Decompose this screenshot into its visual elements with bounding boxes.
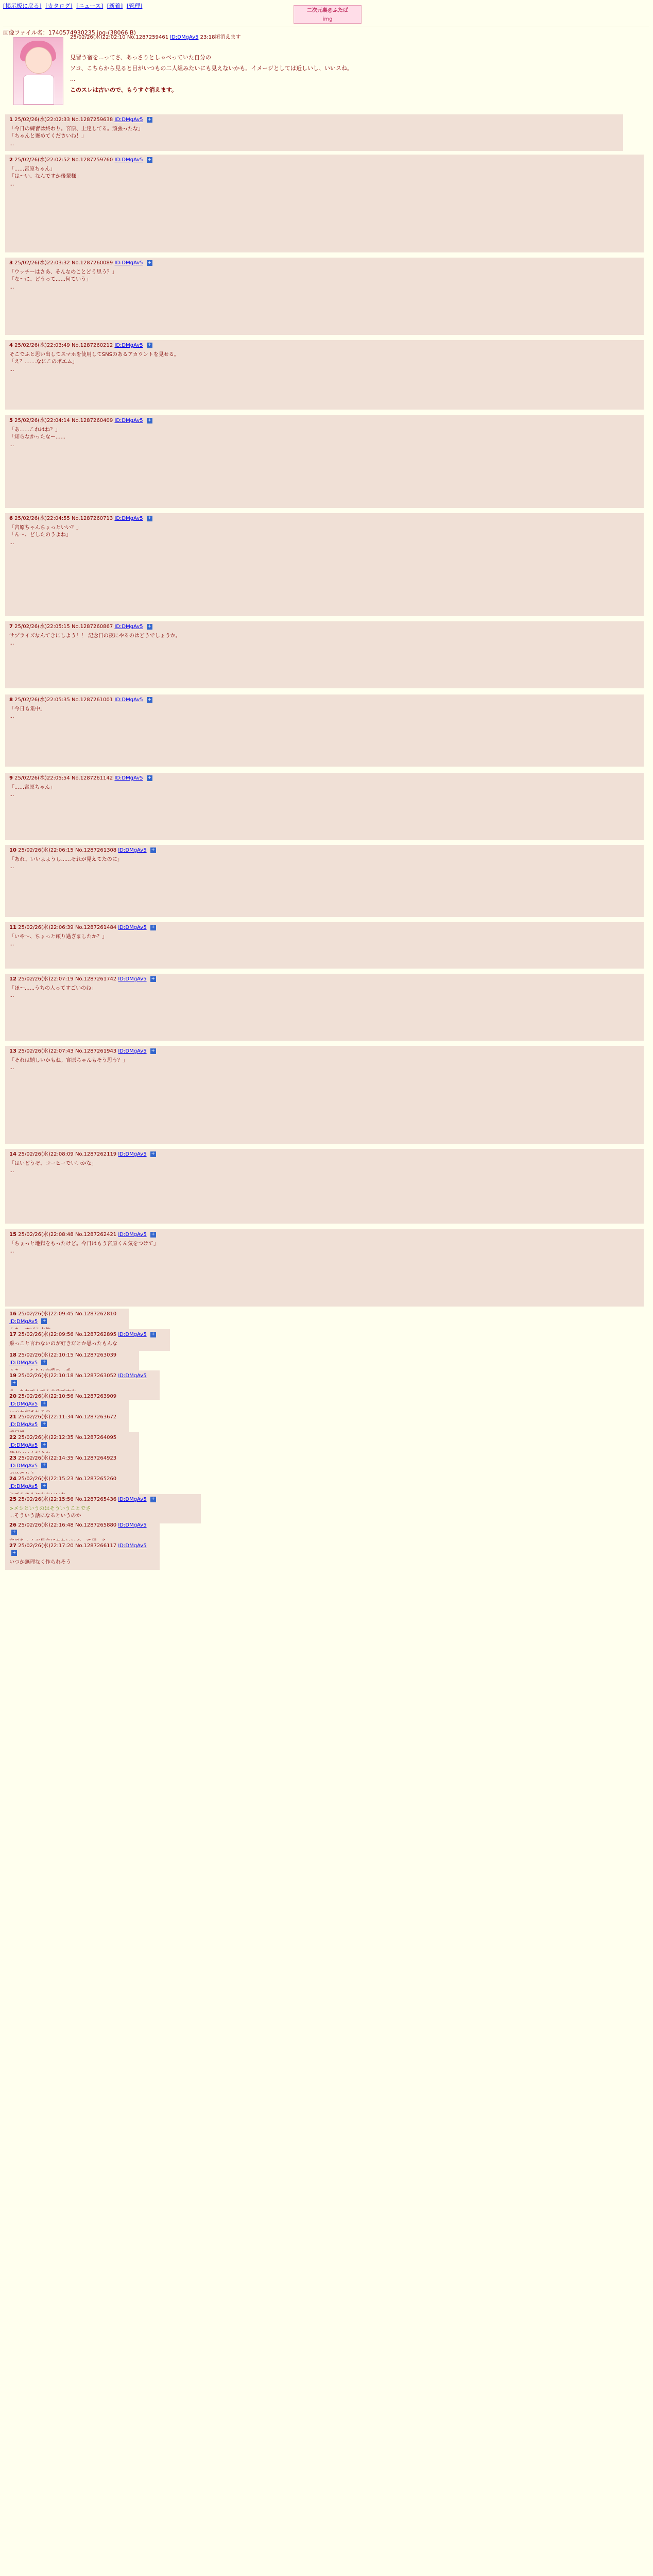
reply-post	[5, 155, 644, 252]
quote-plus-icon[interactable]: +	[151, 976, 156, 981]
reply-id[interactable]: ID:DMgAv5	[114, 775, 143, 781]
reply-date: 25/02/26(水)22:08:48	[18, 1232, 74, 1238]
reply-body	[9, 934, 640, 948]
reply-index: 9	[9, 775, 13, 781]
reply-index: 14	[9, 1151, 16, 1157]
reply-date: 25/02/26(水)22:07:19	[18, 976, 74, 982]
reply-number[interactable]: No.1287265436	[75, 1497, 117, 1502]
reply-index: 18	[9, 1352, 16, 1358]
reply-line: 「......宮原ちゃん」	[9, 166, 56, 172]
reply-index: 23	[9, 1455, 16, 1461]
reply-body	[9, 633, 640, 648]
reply-post	[5, 415, 644, 508]
quote-plus-icon[interactable]: +	[42, 1463, 46, 1468]
reply-number[interactable]: No.1287262119	[75, 1151, 117, 1157]
reply-date: 25/02/26(水)22:15:56	[18, 1497, 74, 1502]
reply-line: ...	[9, 141, 14, 147]
reply-line: ...	[9, 1248, 14, 1254]
quote-plus-icon[interactable]: +	[42, 1401, 46, 1406]
reply-index: 5	[9, 418, 13, 423]
reply-line: 「ウッチーはさあ、そんなのことどう思う？」	[9, 269, 117, 275]
reply-line: 「え？.......なにこのポエム」	[9, 359, 78, 365]
reply-id[interactable]: ID:DMgAv5	[118, 1332, 147, 1337]
reply-number[interactable]: No.1287260409	[71, 418, 113, 423]
reply-post	[5, 773, 644, 840]
reply-date: 25/02/26(水)22:10:15	[18, 1352, 74, 1358]
reply-number[interactable]: No.1287261001	[71, 697, 113, 703]
op-body-line: ソコ、こちらから見ると目がいつもの二人組みたいにも見えないかも。イメージとしては近しいし、いいスね。	[70, 64, 353, 72]
top-nav	[3, 2, 144, 10]
reply-body	[9, 1505, 197, 1520]
reply-header	[9, 342, 640, 350]
quote-plus-icon[interactable]: +	[12, 1550, 16, 1555]
reply-number[interactable]: No.1287262810	[75, 1311, 117, 1317]
reply-id[interactable]: ID:DMgAv5	[114, 697, 143, 703]
reply-date: 25/02/26(水)22:17:20	[18, 1543, 74, 1549]
op-delete-time: 23:18頃消えます	[200, 35, 241, 40]
nav-link-admin[interactable]: [管理]	[126, 3, 143, 9]
reply-index: 19	[9, 1373, 16, 1379]
op-id[interactable]: ID:DMgAv5	[170, 35, 199, 40]
reply-id[interactable]: ID:DMgAv5	[9, 1360, 38, 1366]
reply-header	[9, 623, 640, 631]
reply-number[interactable]: No.1287260089	[71, 260, 113, 266]
reply-header	[9, 116, 619, 124]
reply-id[interactable]: ID:DMgAv5	[118, 1151, 147, 1157]
reply-body	[9, 985, 640, 1000]
reply-post	[5, 1329, 170, 1351]
quote-plus-icon[interactable]: +	[147, 515, 152, 521]
reply-id[interactable]: ID:DMgAv5	[118, 1497, 147, 1502]
quote-plus-icon[interactable]: +	[147, 157, 152, 162]
reply-line: 「あ......これはね？」	[9, 427, 61, 433]
nav-link-catalog[interactable]: [カタログ]	[45, 3, 73, 9]
reply-index: 13	[9, 1048, 16, 1054]
reply-date: 25/02/26(水)22:09:56	[18, 1332, 74, 1337]
nav-link-news[interactable]: [ニュース]	[76, 3, 104, 9]
reply-body	[9, 524, 640, 547]
reply-line: 「知らなかったなー......	[9, 434, 66, 440]
reply-line: 「ちょっと地獄をもったけど。今日はもう宮原くん気をつけて」	[9, 1241, 159, 1247]
reply-number[interactable]: No.1287261484	[75, 925, 117, 930]
quote-plus-icon[interactable]: +	[42, 1318, 46, 1324]
reply-header	[9, 1434, 135, 1449]
reply-line: サプライズなんてきにしよう！！ 記念日の夜にやるのはどうでしょうか。	[9, 633, 181, 639]
reply-number[interactable]: No.1287266117	[75, 1543, 117, 1549]
reply-header	[9, 775, 640, 783]
reply-body	[9, 706, 640, 721]
reply-date: 25/02/26(水)22:09:45	[18, 1311, 74, 1317]
reply-header	[9, 1151, 640, 1159]
reply-line: そこでふと思い出してスマホを使用してSNSのあるアカウントを見せる。	[9, 351, 179, 358]
reply-date: 25/02/26(水)22:04:55	[14, 516, 70, 521]
reply-id[interactable]: ID:DMgAv5	[9, 1442, 38, 1448]
reply-post	[5, 1229, 644, 1307]
reply-post	[5, 1046, 644, 1144]
reply-line: ...	[9, 1168, 14, 1174]
quote-plus-icon[interactable]: +	[151, 1496, 156, 1502]
quote-plus-icon[interactable]: +	[42, 1442, 46, 1447]
reply-line: 「な～に、どうって......何ていう」	[9, 277, 92, 282]
reply-number[interactable]: No.1287261308	[75, 848, 117, 853]
reply-id[interactable]: ID:DMgAv5	[114, 343, 143, 348]
quote-plus-icon[interactable]: +	[147, 260, 152, 265]
reply-header	[9, 976, 640, 984]
reply-date: 25/02/26(水)22:05:15	[14, 624, 70, 630]
reply-number[interactable]: No.1287263672	[75, 1414, 117, 1420]
reply-id[interactable]: ID:DMgAv5	[114, 418, 143, 423]
op-body-line: 見習う宿を...ってさ、あっさりとしゃべっていた自分の	[70, 54, 211, 61]
reply-date: 25/02/26(水)22:07:43	[18, 1048, 74, 1054]
banner-title: 二次元裏@ふたば	[307, 8, 348, 13]
reply-index: 24	[9, 1476, 16, 1482]
reply-header	[9, 697, 640, 704]
op-expire-notice: このスレは古いので、もうすぐ消えます。	[70, 86, 177, 93]
op-number[interactable]: No.1287259461	[127, 35, 169, 40]
reply-id[interactable]: ID:DMgAv5	[9, 1483, 38, 1489]
reply-date: 25/02/26(水)22:02:33	[14, 117, 70, 123]
reply-line: ...	[9, 941, 14, 947]
op-file-info[interactable]: 画像ファイル名：1740574930235.jpg-(38066 B)	[3, 29, 136, 36]
reply-id[interactable]: ID:DMgAv5	[114, 117, 143, 123]
reply-index: 10	[9, 848, 16, 853]
reply-number[interactable]: No.1287261943	[75, 1048, 117, 1054]
quote-plus-icon[interactable]: +	[151, 1231, 156, 1237]
reply-date: 25/02/26(水)22:16:48	[18, 1522, 74, 1528]
nav-link-new[interactable]: [新着]	[107, 3, 123, 9]
reply-line: ...そういう話になるというのか	[9, 1513, 81, 1519]
reply-line: 「......宮原ちゃん」	[9, 784, 56, 790]
quote-plus-icon[interactable]: +	[151, 1331, 156, 1337]
reply-post	[5, 1540, 160, 1570]
reply-line: ...	[9, 792, 14, 798]
reply-header	[9, 515, 640, 523]
reply-header	[9, 1522, 156, 1537]
quote-plus-icon[interactable]: +	[147, 342, 152, 348]
reply-post	[5, 694, 644, 767]
reply-index: 3	[9, 260, 13, 266]
reply-body	[9, 1160, 640, 1175]
reply-number[interactable]: No.1287263909	[75, 1394, 117, 1399]
reply-number[interactable]: No.1287265880	[75, 1522, 117, 1528]
reply-line: ...	[9, 284, 14, 290]
reply-id[interactable]: ID:DMgAv5	[118, 925, 147, 930]
quote-plus-icon[interactable]: +	[12, 1530, 16, 1535]
reply-id[interactable]: ID:DMgAv5	[118, 1522, 147, 1528]
reply-header	[9, 1352, 135, 1367]
reply-body	[9, 166, 640, 189]
reply-index: 1	[9, 117, 13, 123]
reply-post	[5, 1149, 644, 1224]
reply-id[interactable]: ID:DMgAv5	[114, 624, 143, 630]
reply-index: 21	[9, 1414, 16, 1420]
reply-date: 25/02/26(水)22:02:52	[14, 157, 70, 163]
reply-id[interactable]: ID:DMgAv5	[118, 1232, 147, 1238]
reply-body	[9, 856, 640, 871]
reply-post	[5, 922, 644, 969]
reply-line: 乗っこと言わないのが好きだとか思ったもんな	[9, 1341, 117, 1347]
reply-header	[9, 1331, 166, 1339]
reply-header	[9, 1311, 125, 1326]
reply-line: 「それは嬉しいかもね。宮原ちゃんもそう思う？」	[9, 1057, 128, 1063]
reply-line: ...	[9, 539, 14, 546]
reply-date: 25/02/26(水)22:06:39	[18, 925, 74, 930]
reply-body	[9, 351, 640, 374]
quote-plus-icon[interactable]: +	[147, 116, 152, 122]
reply-line: ...	[9, 366, 14, 372]
reply-header	[9, 1393, 125, 1408]
op-thumbnail-image[interactable]	[13, 37, 63, 105]
reply-line: 「今日の練習は終わり。宮原、上達してる。頑張ったな」	[9, 126, 143, 132]
reply-date: 25/02/26(水)22:12:35	[18, 1435, 74, 1440]
reply-index: 4	[9, 343, 13, 348]
reply-line: ...	[9, 442, 14, 448]
reply-body	[9, 126, 619, 148]
reply-header	[9, 1543, 156, 1557]
reply-number[interactable]: No.1287259638	[71, 117, 113, 123]
reply-index: 27	[9, 1543, 16, 1549]
reply-post	[5, 974, 644, 1041]
reply-line: 「ん～、どしたのうよね」	[9, 532, 71, 538]
reply-index: 20	[9, 1394, 16, 1399]
reply-date: 25/02/26(水)22:08:09	[18, 1151, 74, 1157]
reply-number[interactable]: No.1287261742	[75, 976, 117, 982]
reply-index: 25	[9, 1497, 16, 1502]
reply-header	[9, 924, 640, 932]
quote-plus-icon[interactable]: +	[151, 847, 156, 853]
reply-line: 「ちゃんと褒めてくださいね！」	[9, 133, 87, 139]
reply-header	[9, 1231, 640, 1239]
reply-id[interactable]: ID:DMgAv5	[118, 1373, 147, 1379]
reply-line: 「あれ、いいよようし......それが見えてたのに」	[9, 856, 123, 862]
reply-post	[5, 114, 623, 151]
op-meta	[70, 34, 241, 42]
quote-plus-icon[interactable]: +	[147, 775, 152, 781]
reply-date: 25/02/26(水)22:11:34	[18, 1414, 74, 1420]
reply-id[interactable]: ID:DMgAv5	[118, 848, 147, 853]
reply-date: 25/02/26(水)22:03:49	[14, 343, 70, 348]
reply-line: 「ほ～......うちの人ってすごいのね」	[9, 985, 97, 991]
reply-number[interactable]: No.1287262895	[75, 1332, 117, 1337]
reply-date: 25/02/26(水)22:05:54	[14, 775, 70, 781]
reply-line: ...	[9, 714, 14, 719]
reply-post	[5, 513, 644, 616]
op-body	[70, 54, 379, 97]
reply-date: 25/02/26(水)22:10:18	[18, 1373, 74, 1379]
reply-date: 25/02/26(水)22:15:23	[18, 1476, 74, 1482]
reply-number[interactable]: No.1287262421	[75, 1232, 117, 1238]
reply-number[interactable]: No.1287265260	[75, 1476, 117, 1482]
reply-line: ...	[9, 993, 14, 998]
reply-body	[9, 1341, 166, 1348]
reply-id[interactable]: ID:DMgAv5	[9, 1463, 38, 1469]
reply-header	[9, 847, 640, 855]
reply-index: 7	[9, 624, 13, 630]
reply-date: 25/02/26(水)22:04:14	[14, 418, 70, 423]
op-date: 25/02/26(水)22:02:10	[70, 35, 126, 40]
reply-number[interactable]: No.1287261142	[71, 775, 113, 781]
site-banner[interactable]	[294, 5, 362, 24]
reply-post	[5, 1494, 201, 1523]
reply-body	[9, 427, 640, 449]
reply-index: 26	[9, 1522, 16, 1528]
character-body	[23, 75, 54, 105]
quote-plus-icon[interactable]: +	[147, 417, 152, 423]
quote-plus-icon[interactable]: +	[42, 1360, 46, 1365]
reply-number[interactable]: No.1287263039	[75, 1352, 117, 1358]
reply-date: 25/02/26(水)22:06:15	[18, 848, 74, 853]
reply-post	[5, 621, 644, 688]
reply-body	[9, 1241, 640, 1256]
reply-id[interactable]: ID:DMgAv5	[9, 1421, 38, 1428]
reply-index: 8	[9, 697, 13, 703]
reply-index: 22	[9, 1435, 16, 1440]
reply-line: 「今日も集中」	[9, 706, 45, 712]
reply-id[interactable]: ID:DMgAv5	[9, 1401, 38, 1407]
reply-header	[9, 1476, 135, 1490]
reply-header	[9, 1048, 640, 1056]
reply-line: ...	[9, 640, 14, 646]
reply-date: 25/02/26(水)22:10:56	[18, 1394, 74, 1399]
reply-id[interactable]: ID:DMgAv5	[118, 976, 147, 982]
reply-post	[5, 258, 644, 335]
reply-header	[9, 157, 640, 164]
quote-plus-icon[interactable]: +	[151, 1151, 156, 1157]
reply-line: ...	[9, 1065, 14, 1071]
quote-plus-icon[interactable]: +	[151, 924, 156, 930]
reply-id[interactable]: ID:DMgAv5	[114, 157, 143, 163]
reply-index: 6	[9, 516, 13, 521]
reply-date: 25/02/26(水)22:05:35	[14, 697, 70, 703]
quote-plus-icon[interactable]: +	[42, 1483, 46, 1488]
reply-index: 11	[9, 925, 16, 930]
reply-id[interactable]: ID:DMgAv5	[118, 1048, 147, 1054]
reply-number[interactable]: No.1287264095	[75, 1435, 117, 1440]
reply-number[interactable]: No.1287263052	[75, 1373, 117, 1379]
reply-post	[5, 845, 644, 917]
reply-header	[9, 1455, 135, 1470]
quote-plus-icon[interactable]: +	[147, 623, 152, 629]
quote-plus-icon[interactable]: +	[151, 1048, 156, 1054]
reply-body	[9, 269, 640, 292]
reply-body	[9, 1559, 156, 1567]
banner-subtitle: img	[322, 16, 333, 22]
reply-body	[9, 1057, 640, 1072]
reply-line: ...	[9, 864, 14, 870]
reply-number[interactable]: No.1287260713	[71, 516, 113, 521]
reply-id[interactable]: ID:DMgAv5	[114, 260, 143, 266]
reply-header	[9, 417, 640, 425]
reply-id[interactable]: ID:DMgAv5	[114, 516, 143, 521]
reply-header	[9, 1372, 156, 1387]
nav-link-board[interactable]: [掲示板に戻る]	[3, 3, 42, 9]
reply-index: 2	[9, 157, 13, 163]
op-body-line: ...	[70, 75, 76, 82]
reply-number[interactable]: No.1287259760	[71, 157, 113, 163]
reply-index: 16	[9, 1311, 16, 1317]
reply-body	[9, 784, 640, 799]
reply-line: 「は～い、なんですか後輩様」	[9, 174, 81, 179]
reply-header	[9, 1414, 125, 1429]
reply-header	[9, 260, 640, 267]
reply-line: 「宮原ちゃんちょっといい？」	[9, 524, 81, 531]
reply-line: >メシというのはそういうことでさ	[9, 1505, 91, 1512]
reply-line: いつか無理なく作られそう	[9, 1560, 71, 1565]
reply-index: 15	[9, 1232, 16, 1238]
reply-id[interactable]: ID:DMgAv5	[9, 1318, 38, 1325]
reply-line: 「いや～、ちょっと頼り過ぎましたか？」	[9, 934, 107, 940]
reply-date: 25/02/26(水)22:03:32	[14, 260, 70, 266]
reply-index: 17	[9, 1332, 16, 1337]
reply-index: 12	[9, 976, 16, 982]
quote-plus-icon[interactable]: +	[12, 1380, 16, 1385]
reply-header	[9, 1496, 197, 1504]
quote-plus-icon[interactable]: +	[147, 697, 152, 702]
reply-line: 「はいどうぞ、コーヒーでいいかな」	[9, 1160, 97, 1166]
reply-line: ...	[9, 181, 14, 187]
character-face	[25, 47, 52, 74]
reply-post	[5, 340, 644, 410]
reply-number[interactable]: No.1287260212	[71, 343, 113, 348]
reply-date: 25/02/26(水)22:14:35	[18, 1455, 74, 1461]
quote-plus-icon[interactable]: +	[42, 1421, 46, 1427]
reply-id[interactable]: ID:DMgAv5	[118, 1543, 147, 1549]
reply-number[interactable]: No.1287260867	[71, 624, 113, 630]
reply-number[interactable]: No.1287264923	[75, 1455, 117, 1461]
